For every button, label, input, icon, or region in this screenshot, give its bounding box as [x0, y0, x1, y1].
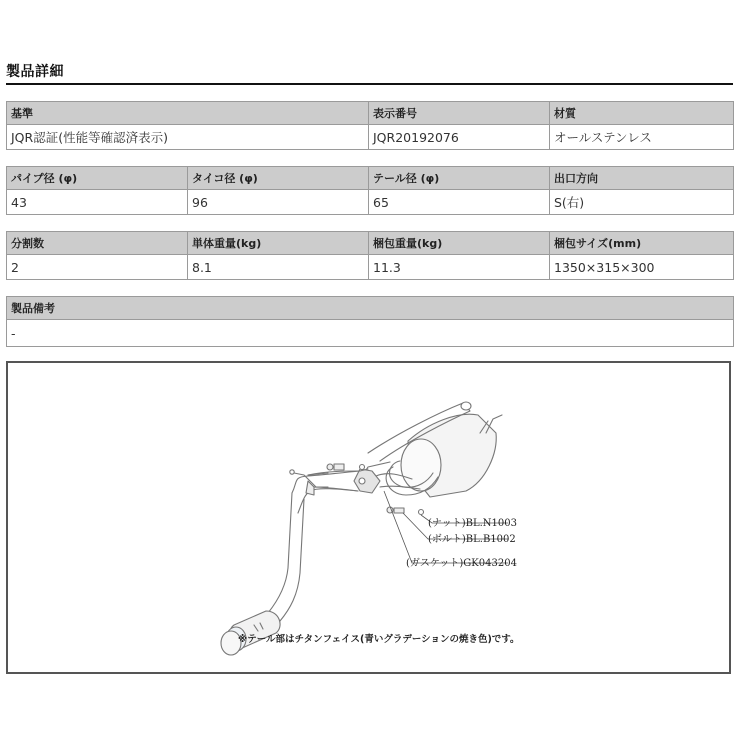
value-tail-diameter: 65: [369, 190, 550, 215]
callout-nut: (ナット)BL.N1003: [428, 518, 517, 529]
value-exit-direction: S(右): [550, 190, 734, 215]
spec-table-notes: [6, 296, 734, 347]
title-divider: [6, 83, 733, 85]
header-standard: 基準: [7, 102, 369, 125]
exhaust-system-illustration: [8, 363, 733, 676]
exhaust-diagram-frame: [6, 361, 731, 674]
header-product-notes: 製品備考: [7, 297, 734, 320]
header-exit-direction: 出口方向: [550, 167, 734, 190]
tail-finish-note: ※テール部はチタンフェイス(青いグラデーションの焼き色)です。: [238, 634, 520, 645]
spec-table-certification: [6, 101, 734, 150]
value-piece-count: 2: [7, 255, 188, 280]
header-display-number: 表示番号: [369, 102, 550, 125]
value-package-size: 1350×315×300: [550, 255, 734, 280]
value-muffler-diameter: 96: [188, 190, 369, 215]
header-unit-weight: 単体重量(kg): [188, 232, 369, 255]
header-package-weight: 梱包重量(kg): [369, 232, 550, 255]
value-product-notes: -: [7, 320, 734, 347]
value-pipe-diameter: 43: [7, 190, 188, 215]
section-title: 製品詳細: [6, 64, 64, 80]
header-material: 材質: [550, 102, 734, 125]
header-piece-count: 分割数: [7, 232, 188, 255]
value-package-weight: 11.3: [369, 255, 550, 280]
callout-bolt: (ボルト)BL.B1002: [428, 534, 516, 545]
callout-gasket: (ガスケット)GK043204: [406, 558, 517, 569]
header-package-size: 梱包サイズ(mm): [550, 232, 734, 255]
value-unit-weight: 8.1: [188, 255, 369, 280]
value-material: オールステンレス: [550, 125, 734, 150]
value-standard: JQR認証(性能等確認済表示): [7, 125, 369, 150]
header-tail-diameter: テール径 (φ): [369, 167, 550, 190]
value-display-number: JQR20192076: [369, 125, 550, 150]
spec-table-weights: [6, 231, 734, 280]
header-pipe-diameter: パイプ径 (φ): [7, 167, 188, 190]
spec-table-dimensions: [6, 166, 734, 215]
header-muffler-diameter: タイコ径 (φ): [188, 167, 369, 190]
